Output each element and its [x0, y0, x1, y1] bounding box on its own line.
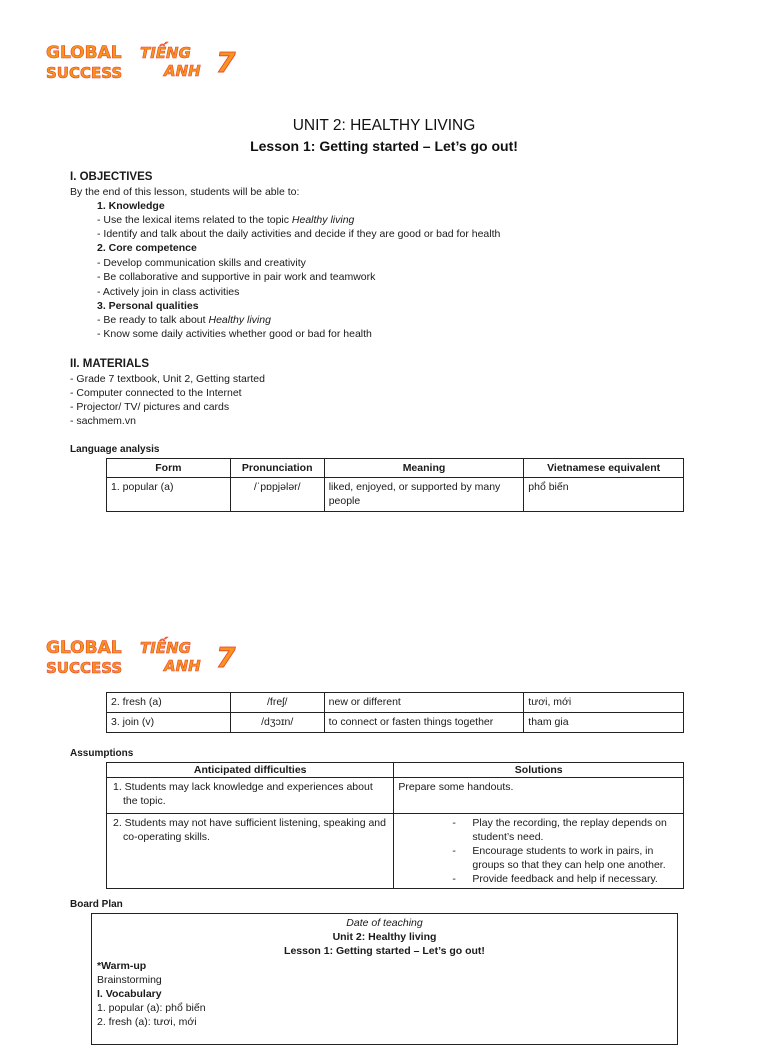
materials-heading: II. MATERIALS: [70, 358, 150, 370]
cell-meaning: liked, enjoyed, or supported by many people: [324, 478, 524, 512]
table-header-row: [107, 459, 684, 478]
personal-item-1: - Be ready to talk about Healthy living: [97, 314, 271, 326]
cell-vietnamese: tham gia: [524, 713, 684, 733]
table-row: [107, 778, 684, 814]
cell-meaning: new or different: [324, 693, 524, 713]
knowledge-item-2: - Identify and talk about the daily activities and decide if they are good or bad for health: [97, 228, 501, 240]
assumptions-heading: Assumptions: [70, 748, 134, 759]
svg-text:GLOBAL: GLOBAL: [46, 638, 122, 658]
column-header: Pronunciation: [230, 459, 324, 478]
board-vocab-item: 2. fresh (a): tươi, mới: [97, 1016, 197, 1029]
difficulty-cell: 1. Students may lack knowledge and experiences about the topic.: [107, 778, 394, 814]
objectives-heading: I. OBJECTIVES: [70, 171, 153, 183]
personal-heading: 3. Personal qualities: [97, 300, 199, 312]
global-success-logo: [44, 633, 244, 677]
cell-pronunciation: /freʃ/: [230, 693, 324, 713]
board-warmup: *Warm-up: [97, 959, 147, 972]
global-success-logo: [44, 38, 244, 82]
column-header: Solutions: [394, 763, 684, 778]
svg-text:SUCCESS: SUCCESS: [46, 659, 123, 677]
difficulty-cell: 2. Students may not have sufficient listening, speaking and co-operating skills.: [107, 814, 394, 889]
core-item-1: - Develop communication skills and creativity: [97, 257, 306, 269]
core-heading: 2. Core competence: [97, 242, 197, 254]
svg-text:ANH: ANH: [164, 657, 201, 675]
table-row: [107, 693, 684, 713]
materials-item: - Grade 7 textbook, Unit 2, Getting started: [70, 373, 265, 385]
svg-text:7: 7: [216, 641, 236, 674]
svg-text:7: 7: [216, 46, 236, 79]
language-analysis-table: [106, 458, 684, 512]
svg-text:TIẾNG: TIẾNG: [140, 44, 191, 62]
cell-vietnamese: tươi, mới: [524, 693, 684, 713]
lesson-title: Lesson 1: Getting started – Let’s go out!: [250, 138, 518, 154]
table-row: [107, 814, 684, 889]
core-item-2: - Be collaborative and supportive in pair work and teamwork: [97, 271, 376, 283]
language-analysis-table-continued: [106, 692, 684, 733]
column-header: Meaning: [324, 459, 524, 478]
board-lesson: Lesson 1: Getting started – Let’s go out!: [284, 945, 485, 958]
cell-vietnamese: phổ biến: [524, 478, 684, 512]
column-header: Anticipated difficulties: [107, 763, 394, 778]
knowledge-heading: 1. Knowledge: [97, 200, 165, 212]
solution-list: [398, 816, 679, 886]
table-header-row: [107, 763, 684, 778]
knowledge-item-1: - Use the lexical items related to the topic Healthy living: [97, 214, 355, 226]
board-vocab-heading: I. Vocabulary: [97, 988, 162, 1001]
core-item-3: - Actively join in class activities: [97, 286, 240, 298]
column-header: Form: [107, 459, 231, 478]
cell-pronunciation: /ˈpɒpjələr/: [230, 478, 324, 512]
cell-pronunciation: /dʒɔɪn/: [230, 713, 324, 733]
language-analysis-heading: Language analysis: [70, 444, 160, 455]
solution-cell: [394, 814, 684, 889]
cell-form: 3. join (v): [107, 713, 231, 733]
list-item: - Provide feedback and help if necessary.: [398, 872, 679, 886]
materials-item: - Projector/ TV/ pictures and cards: [70, 401, 230, 413]
svg-text:TIẾNG: TIẾNG: [140, 639, 191, 657]
personal-item-2: - Know some daily activities whether good or bad for health: [97, 328, 372, 340]
cell-form: 1. popular (a): [107, 478, 231, 512]
table-row: [107, 713, 684, 733]
unit-title: UNIT 2: HEALTHY LIVING: [292, 117, 476, 134]
list-item: - Encourage students to work in pairs, in groups so that they can help one another.: [398, 844, 679, 872]
assumptions-table: [106, 762, 684, 889]
board-plan-heading: Board Plan: [70, 899, 123, 910]
table-row: [107, 478, 684, 512]
cell-meaning: to connect or fasten things together: [324, 713, 524, 733]
svg-text:GLOBAL: GLOBAL: [46, 43, 122, 63]
board-plan-box: [91, 913, 678, 1045]
svg-text:SUCCESS: SUCCESS: [46, 64, 123, 82]
board-brainstorming: Brainstorming: [97, 973, 162, 986]
materials-item: - Computer connected to the Internet: [70, 387, 242, 399]
solution-cell: Prepare some handouts.: [394, 778, 684, 814]
materials-item: - sachmem.vn: [70, 415, 136, 427]
svg-text:ANH: ANH: [164, 62, 201, 80]
list-item: - Play the recording, the replay depends on student’s need.: [398, 816, 679, 844]
board-unit: Unit 2: Healthy living: [332, 931, 437, 944]
board-vocab-item: 1. popular (a): phổ biến: [97, 1002, 206, 1015]
objectives-intro: By the end of this lesson, students will be able to:: [70, 186, 300, 198]
cell-form: 2. fresh (a): [107, 693, 231, 713]
column-header: Vietnamese equivalent: [524, 459, 684, 478]
board-date: Date of teaching: [346, 917, 423, 929]
